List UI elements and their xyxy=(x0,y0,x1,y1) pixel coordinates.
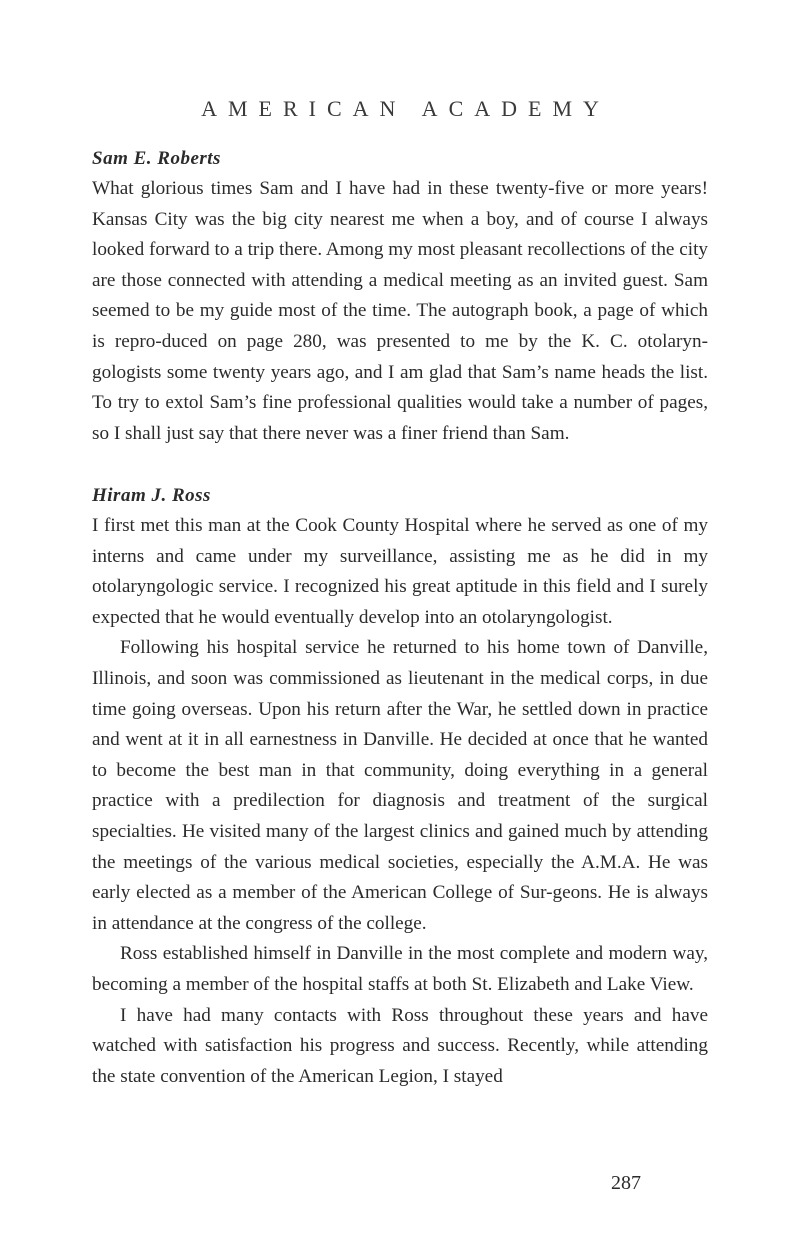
running-head: AMERICAN ACADEMY xyxy=(201,96,610,121)
section-hiram-j-ross xyxy=(92,481,708,1092)
section-sam-e-roberts xyxy=(92,144,708,449)
paragraph: Following his hospital service he returned to his home town of Danville, Illinois, and soon was commissioned as lieutenant in the medical corps, in due time going overseas. Upon his return after the War, he settled down in practice and went at it in all earnestness in Danville. He decided at once that he wanted to become the best man in that community, doing everything in a general practice with a predilection for diagnosis and treatment of the surgical specialties. He visited many of the largest clinics and gained much by attending the meetings of the various medical societies, especially the A.M.A. He was early elected as a member of the American College of Sur-geons. He is always in attendance at the congress of the college. xyxy=(92,637,708,934)
section-heading-roberts: Sam E. Roberts xyxy=(92,148,221,169)
paragraph: I have had many contacts with Ross throughout these years and have watched with satisfaction his progress and success. Recently, while attending the state convention of the American Legion, I stayed xyxy=(92,1004,708,1087)
paragraph: I first met this man at the Cook County Hospital where he served as one of my interns and came under my surveillance, assisting me as he did in my otolaryngologic service. I recognized his great aptitude in this field and I surely expected that he would eventually develop into an otolaryngologist. xyxy=(92,515,708,628)
page-number: 287 xyxy=(611,1172,641,1194)
paragraph: What glorious times Sam and I have had in these twenty-five or more years! Kansas City was the big city nearest me when a boy, and of course I always looked forward to a trip there. Among my most pleasant recollections of the city are those connected with attending a medical meeting as an invited guest. Sam seemed to be my guide most of the time. The autograph book, a page of which is repro-duced on page 280, was presented to me by the K. C. otolaryn-gologists some twenty years ago, and I am glad that Sam’s name heads the list. To try to extol Sam’s fine professional qualities would take a number of pages, so I shall just say that there never was a finer friend than Sam. xyxy=(92,178,708,444)
section-heading-ross: Hiram J. Ross xyxy=(92,485,211,506)
paragraph: Ross established himself in Danville in the most complete and modern way, becoming a member of the hospital staffs at both St. Elizabeth and Lake View. xyxy=(92,943,708,995)
